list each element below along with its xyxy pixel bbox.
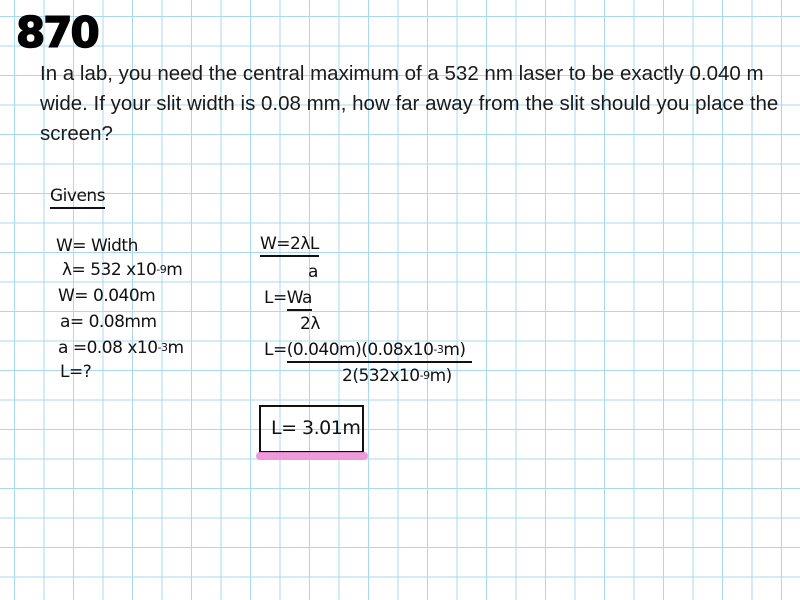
answer-box bbox=[259, 405, 364, 453]
substitution-numerator-unit: m) bbox=[443, 340, 466, 360]
formula-width-denominator: a bbox=[308, 262, 318, 282]
given-unit: m bbox=[167, 338, 184, 358]
substitution-numerator-exponent: -3 bbox=[433, 343, 444, 356]
given-value: 0.040m bbox=[92, 286, 156, 306]
given-line bbox=[60, 362, 91, 382]
answer-highlight bbox=[256, 452, 368, 460]
given-value: 0.08 x10 bbox=[86, 338, 158, 358]
given-line bbox=[58, 286, 155, 306]
substitution-denominator-text: 2(532x10 bbox=[342, 366, 420, 386]
given-label: λ= bbox=[62, 260, 91, 280]
formula-length bbox=[264, 288, 312, 311]
substitution-lhs: L= bbox=[264, 340, 287, 360]
given-exponent: -3 bbox=[157, 341, 168, 354]
given-value: ? bbox=[82, 362, 92, 382]
given-label: a= bbox=[60, 312, 89, 332]
problem-number: 870 bbox=[16, 8, 98, 57]
answer-text: L= 3.01m bbox=[271, 417, 361, 439]
substitution-numerator-text: (0.040m)(0.08x10 bbox=[286, 340, 434, 360]
given-label: L= bbox=[60, 362, 83, 382]
substitution-denominator-exponent: -9 bbox=[419, 369, 430, 382]
given-value: 532 x10 bbox=[90, 260, 157, 280]
formula-length-numerator: Wa bbox=[287, 288, 312, 311]
given-line bbox=[60, 312, 157, 332]
substitution-denominator bbox=[342, 366, 452, 386]
given-label: W= bbox=[56, 236, 91, 256]
given-value: 0.08mm bbox=[88, 312, 157, 332]
given-label: W= bbox=[58, 286, 93, 306]
given-line bbox=[62, 260, 182, 280]
givens-heading: Givens bbox=[50, 186, 105, 209]
formula-width bbox=[260, 234, 319, 257]
substitution bbox=[264, 340, 472, 363]
given-line bbox=[58, 338, 184, 358]
given-unit: m bbox=[166, 260, 183, 280]
given-value: Width bbox=[90, 236, 138, 256]
substitution-numerator bbox=[287, 340, 472, 363]
given-line bbox=[56, 236, 138, 256]
question-text: In a lab, you need the central maximum of a 532 nm laser to be exactly 0.040 m wide. If your slit width is 0.08 mm, how far away from the slit should you place the screen? bbox=[40, 62, 779, 145]
given-label: a = bbox=[58, 338, 87, 358]
formula-length-denominator: 2λ bbox=[300, 314, 320, 334]
formula-width-numerator: W=2λL bbox=[260, 234, 319, 257]
formula-length-lhs: L= bbox=[264, 288, 287, 308]
given-exponent: -9 bbox=[156, 263, 167, 276]
substitution-denominator-unit: m) bbox=[429, 366, 452, 386]
